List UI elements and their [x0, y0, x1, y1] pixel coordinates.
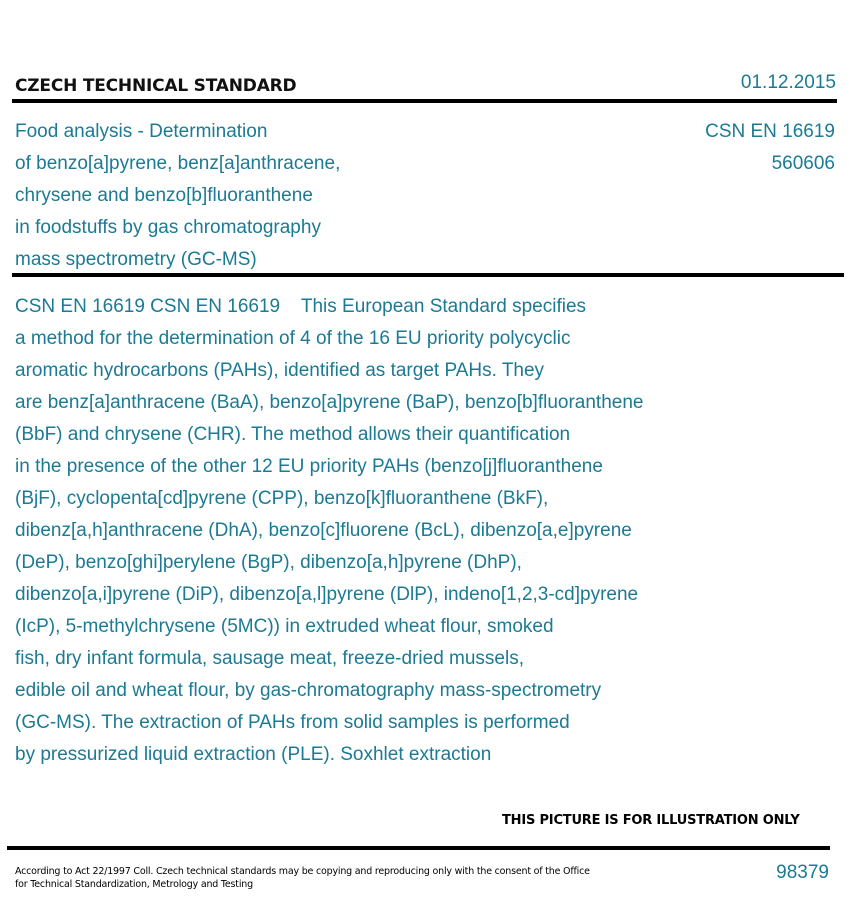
- abstract-text: [15, 291, 775, 771]
- publication-date: 01.12.2015: [740, 72, 836, 93]
- footer-divider: [7, 846, 830, 850]
- standard-title: [15, 116, 340, 276]
- abstract-line: are benz[a]anthracene (BaA), benzo[a]pyrene (BaP), benzo[b]fluoranthene: [15, 392, 644, 413]
- title-divider: [12, 273, 844, 277]
- legal-line: for Technical Standardization, Metrology and Testing: [15, 879, 253, 890]
- abstract-line: (DeP), benzo[ghi]perylene (BgP), dibenzo[a,h]pyrene (DhP),: [15, 552, 522, 573]
- standard-number: 560606: [771, 153, 835, 174]
- abstract-line: (BjF), cyclopenta[cd]pyrene (CPP), benzo[k]fluoranthene (BkF),: [15, 488, 549, 509]
- abstract-line: (GC-MS). The extraction of PAHs from solid samples is performed: [15, 712, 570, 733]
- page-number: 98379: [776, 862, 829, 883]
- abstract-line: a method for the determination of 4 of the 16 EU priority polycyclic: [15, 328, 571, 349]
- abstract-line: dibenzo[a,i]pyrene (DiP), dibenzo[a,l]pyrene (DlP), indeno[1,2,3-cd]pyrene: [15, 584, 639, 605]
- document-header-title: CZECH TECHNICAL STANDARD: [15, 76, 297, 96]
- title-line: in foodstuffs by gas chromatography: [15, 217, 321, 238]
- abstract-line: fish, dry infant formula, sausage meat, freeze-dried mussels,: [15, 648, 525, 669]
- abstract-line: dibenz[a,h]anthracene (DhA), benzo[c]fluorene (BcL), dibenzo[a,e]pyrene: [15, 520, 632, 541]
- abstract-line: by pressurized liquid extraction (PLE). Soxhlet extraction: [15, 744, 492, 765]
- title-line: chrysene and benzo[b]fluoranthene: [15, 185, 313, 206]
- title-line: Food analysis - Determination: [15, 121, 268, 142]
- header-divider: [12, 99, 837, 103]
- legal-line: According to Act 22/1997 Coll. Czech technical standards may be copying and reproducing only with the consent of the Office: [15, 866, 590, 877]
- standard-code: CSN EN 16619: [705, 121, 835, 142]
- abstract-line: CSN EN 16619 CSN EN 16619 This European Standard specifies: [15, 296, 587, 317]
- title-line: mass spectrometry (GC-MS): [15, 249, 257, 270]
- abstract-line: aromatic hydrocarbons (PAHs), identified as target PAHs. They: [15, 360, 545, 381]
- abstract-line: (BbF) and chrysene (CHR). The method allows their quantification: [15, 424, 571, 445]
- abstract-line: in the presence of the other 12 EU priority PAHs (benzo[j]fluoranthene: [15, 456, 603, 477]
- illustration-note: THIS PICTURE IS FOR ILLUSTRATION ONLY: [502, 813, 800, 828]
- standard-identifiers: [705, 116, 835, 180]
- abstract-line: (IcP), 5-methylchrysene (5MC)) in extruded wheat flour, smoked: [15, 616, 554, 637]
- title-line: of benzo[a]pyrene, benz[a]anthracene,: [15, 153, 341, 174]
- legal-notice: [15, 865, 595, 891]
- abstract-line: edible oil and wheat flour, by gas-chromatography mass-spectrometry: [15, 680, 602, 701]
